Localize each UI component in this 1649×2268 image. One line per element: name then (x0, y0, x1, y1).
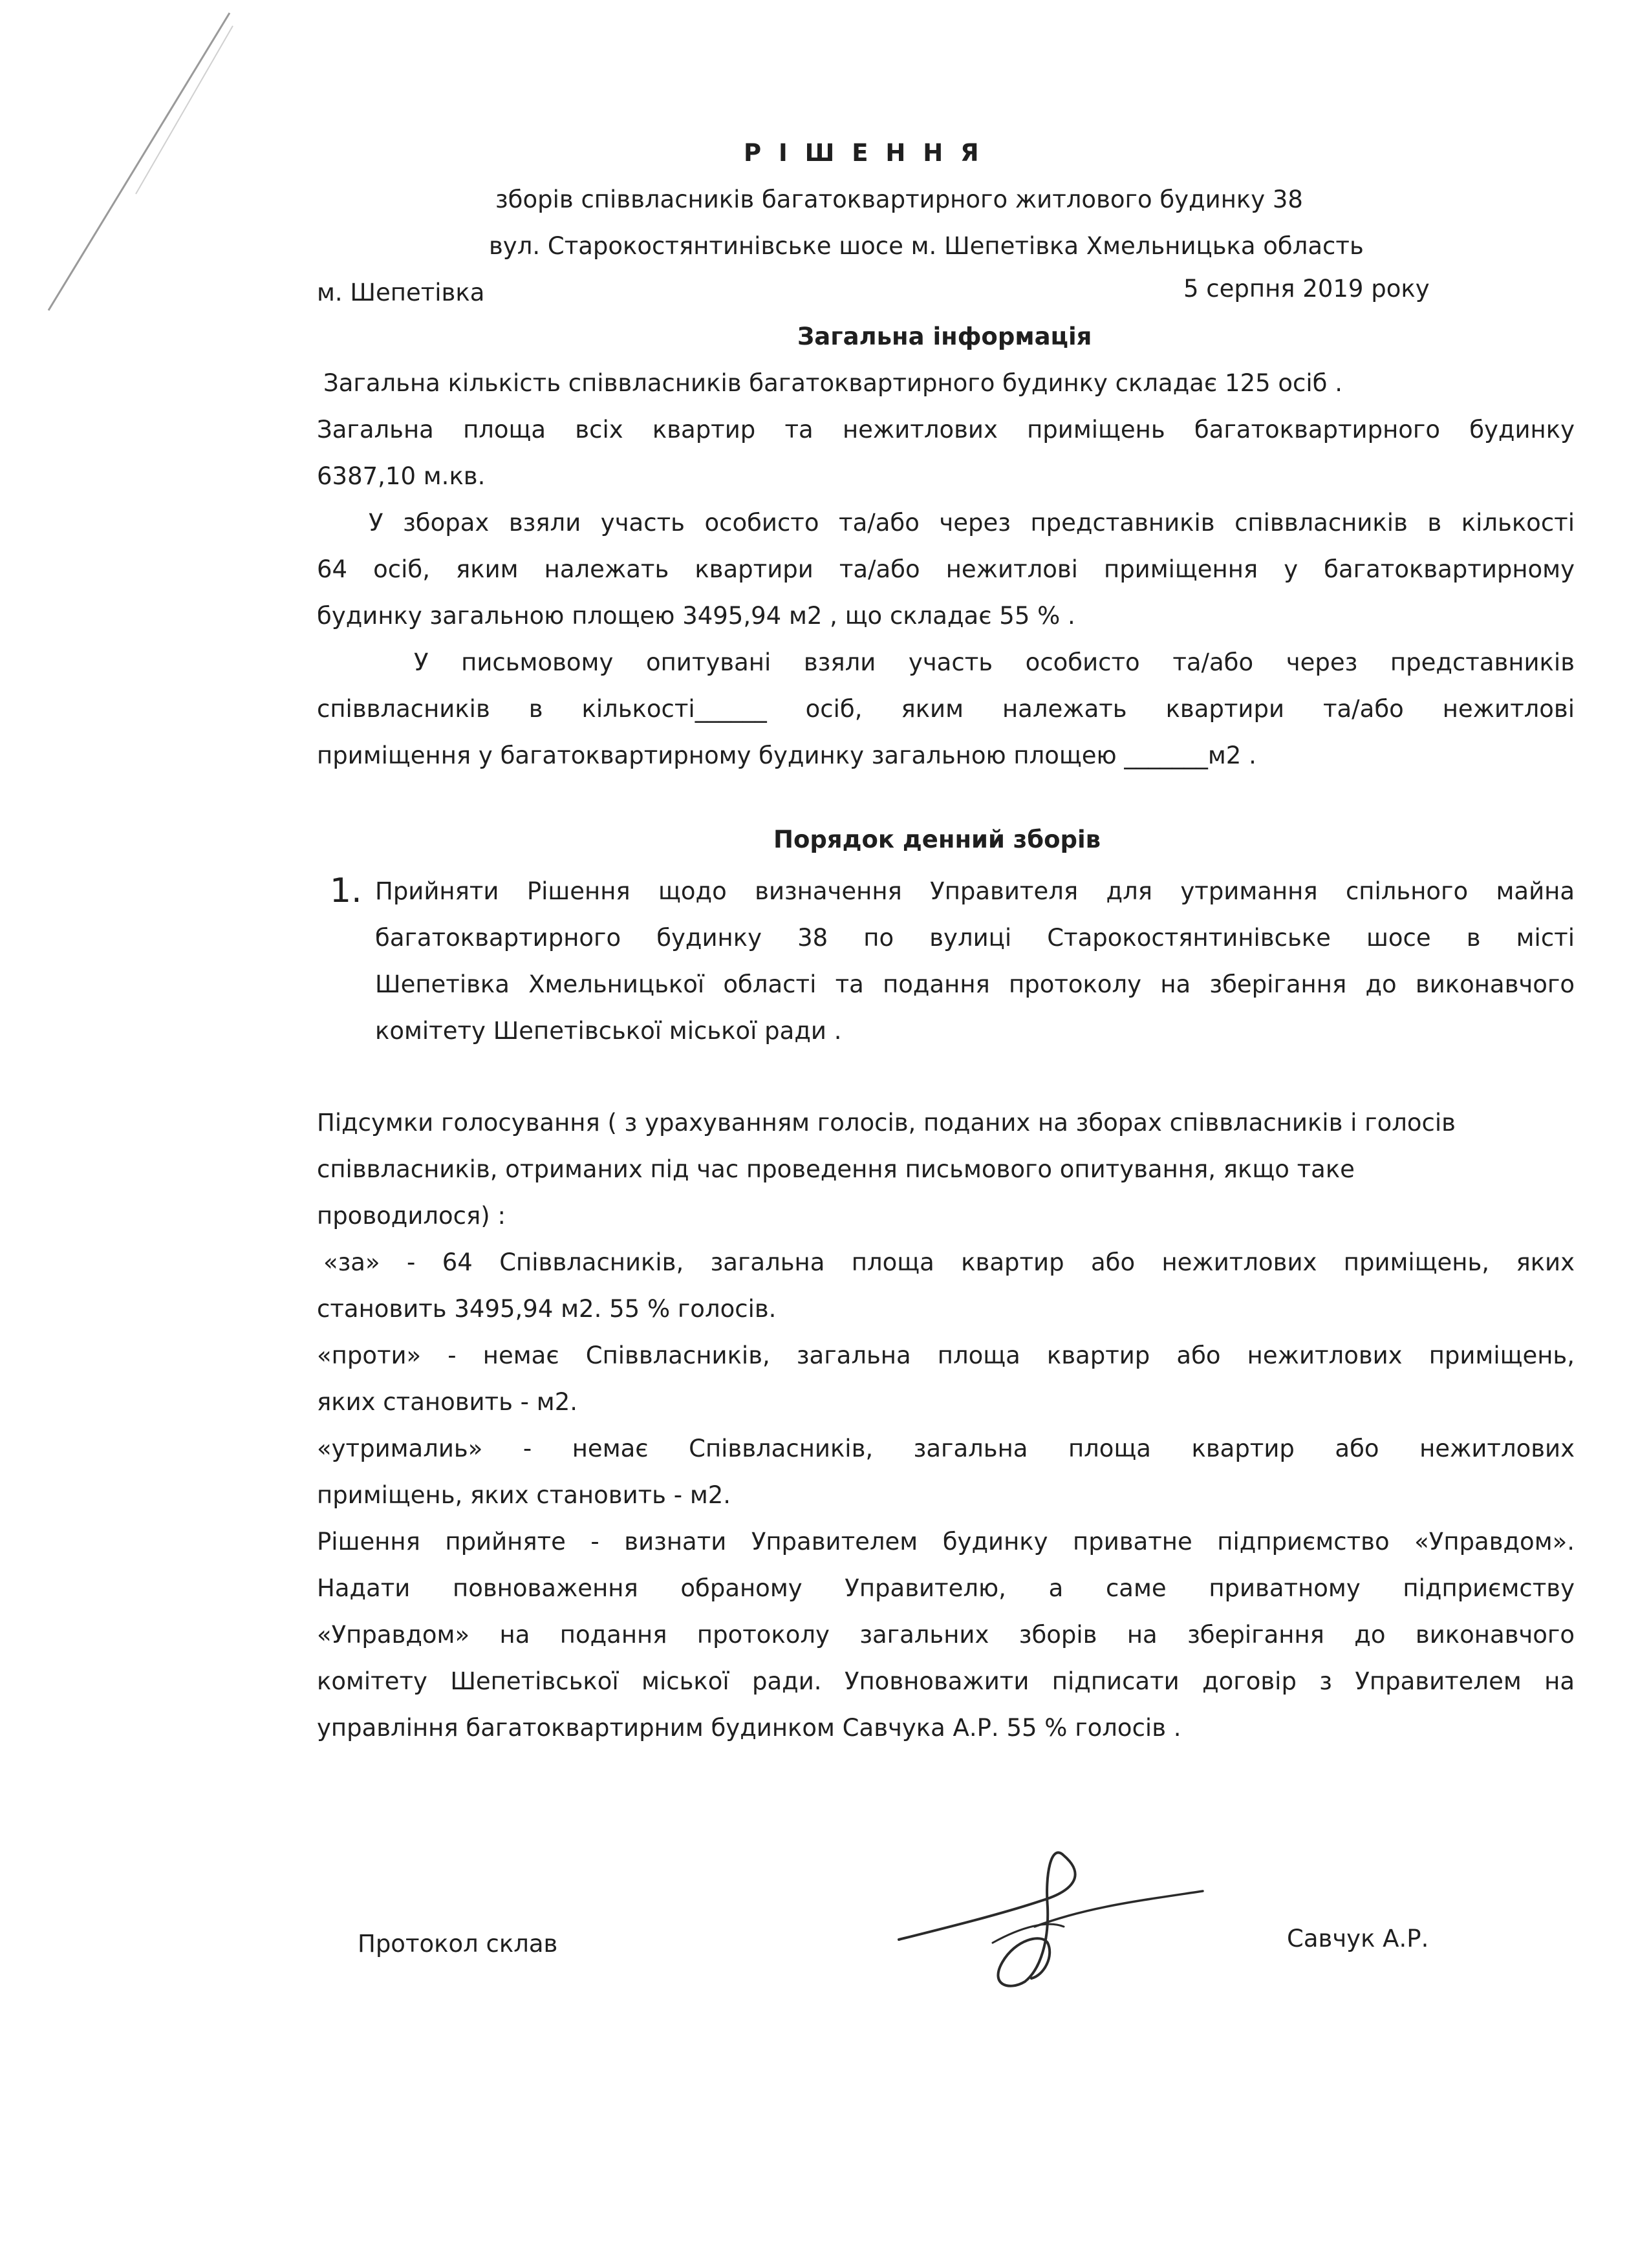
general-info-heading: Загальна інформація (797, 323, 1092, 350)
vote-abstain-line1: «утрималиь» - немає Співвласників, загальна площа квартир або нежитлових (317, 1435, 1575, 1462)
agenda-item-line4: комітету Шепетівської міської ради . (375, 1017, 842, 1045)
results-intro-line1: Підсумки голосування ( з урахуванням голосів, поданих на зборах співвласників і голосів (317, 1109, 1456, 1137)
scan-edge-mark (0, 0, 259, 323)
document-title: Р І Ш Е Н Н Я (744, 139, 984, 167)
document-city: м. Шепетівка (317, 279, 485, 306)
meeting-text-line2: 64 осіб, яким належать квартири та/або нежитлові приміщення у багатоквартирному (317, 555, 1575, 583)
vote-abstain-line2: приміщень, яких становить - м2. (317, 1481, 731, 1509)
document-date: 5 серпня 2019 року (1183, 275, 1430, 303)
document-subtitle-line2: вул. Старокостянтинівське шосе м. Шепетівка Хмельницька область (489, 232, 1364, 260)
agenda-item-line3: Шепетівка Хмельницької області та подання протоколу на зберігання до виконавчого (375, 970, 1575, 998)
survey-text-line1: У письмовому опитувані взяли участь особисто та/або через представників (414, 648, 1575, 676)
handwritten-signature (892, 1830, 1255, 1998)
decision-line2: Надати повноваження обраному Управителю, а саме приватному підприємству (317, 1574, 1575, 1602)
meeting-text-line3: будинку загальною площею 3495,94 м2 , що складає 55 % . (317, 602, 1075, 630)
vote-for-line2: становить 3495,94 м2. 55 % голосів. (317, 1295, 777, 1323)
vote-against-line1: «проти» - немає Співвласників, загальна площа квартир або нежитлових приміщень, (317, 1342, 1575, 1369)
results-intro-line2: співвласників, отриманих під час проведення письмового опитування, якщо таке (317, 1155, 1355, 1183)
agenda-item-number: 1. (330, 872, 362, 910)
vote-against-line2: яких становить - м2. (317, 1388, 578, 1416)
agenda-item-line2: багатоквартирного будинку 38 по вулиці Старокостянтинівське шосе в місті (375, 924, 1575, 952)
decision-line4: комітету Шепетівської міської ради. Уповноважити підписати договір з Управителем на (317, 1667, 1575, 1695)
owners-total-text: Загальна кількість співвласників багатоквартирного будинку складає 125 осіб . (323, 369, 1343, 397)
results-intro-line3: проводилося) : (317, 1202, 506, 1230)
area-text-line1: Загальна площа всіх квартир та нежитлових приміщень багатоквартирного будинку (317, 416, 1575, 444)
vote-for-line1: «за» - 64 Співвласників, загальна площа квартир або нежитлових приміщень, яких (323, 1248, 1575, 1276)
agenda-heading: Порядок денний зборів (773, 826, 1101, 853)
signatory-name: Савчук А.Р. (1287, 1925, 1429, 1952)
area-text-line2: 6387,10 м.кв. (317, 462, 486, 490)
decision-line3: «Управдом» на подання протоколу загальних зборів на зберігання до виконавчого (317, 1621, 1575, 1649)
document-subtitle-line1: зборів співвласників багатоквартирного житлового будинку 38 (495, 186, 1303, 213)
survey-text-line2: співвласників в кількості______ осіб, яким належать квартири та/або нежитлові (317, 695, 1575, 723)
agenda-item-line1: Прийняти Рішення щодо визначення Управителя для утримання спільного майна (375, 877, 1575, 905)
signature-label: Протокол склав (358, 1930, 558, 1958)
decision-line1: Рішення прийняте - визнати Управителем будинку приватне підприємство «Управдом». (317, 1528, 1575, 1556)
meeting-text-line1: У зборах взяли участь особисто та/або через представників співвласників в кількості (369, 509, 1575, 537)
decision-line5: управління багатоквартирним будинком Савчука А.Р. 55 % голосів . (317, 1714, 1181, 1742)
survey-text-line3: приміщення у багатоквартирному будинку загальною площею _______м2 . (317, 742, 1256, 769)
